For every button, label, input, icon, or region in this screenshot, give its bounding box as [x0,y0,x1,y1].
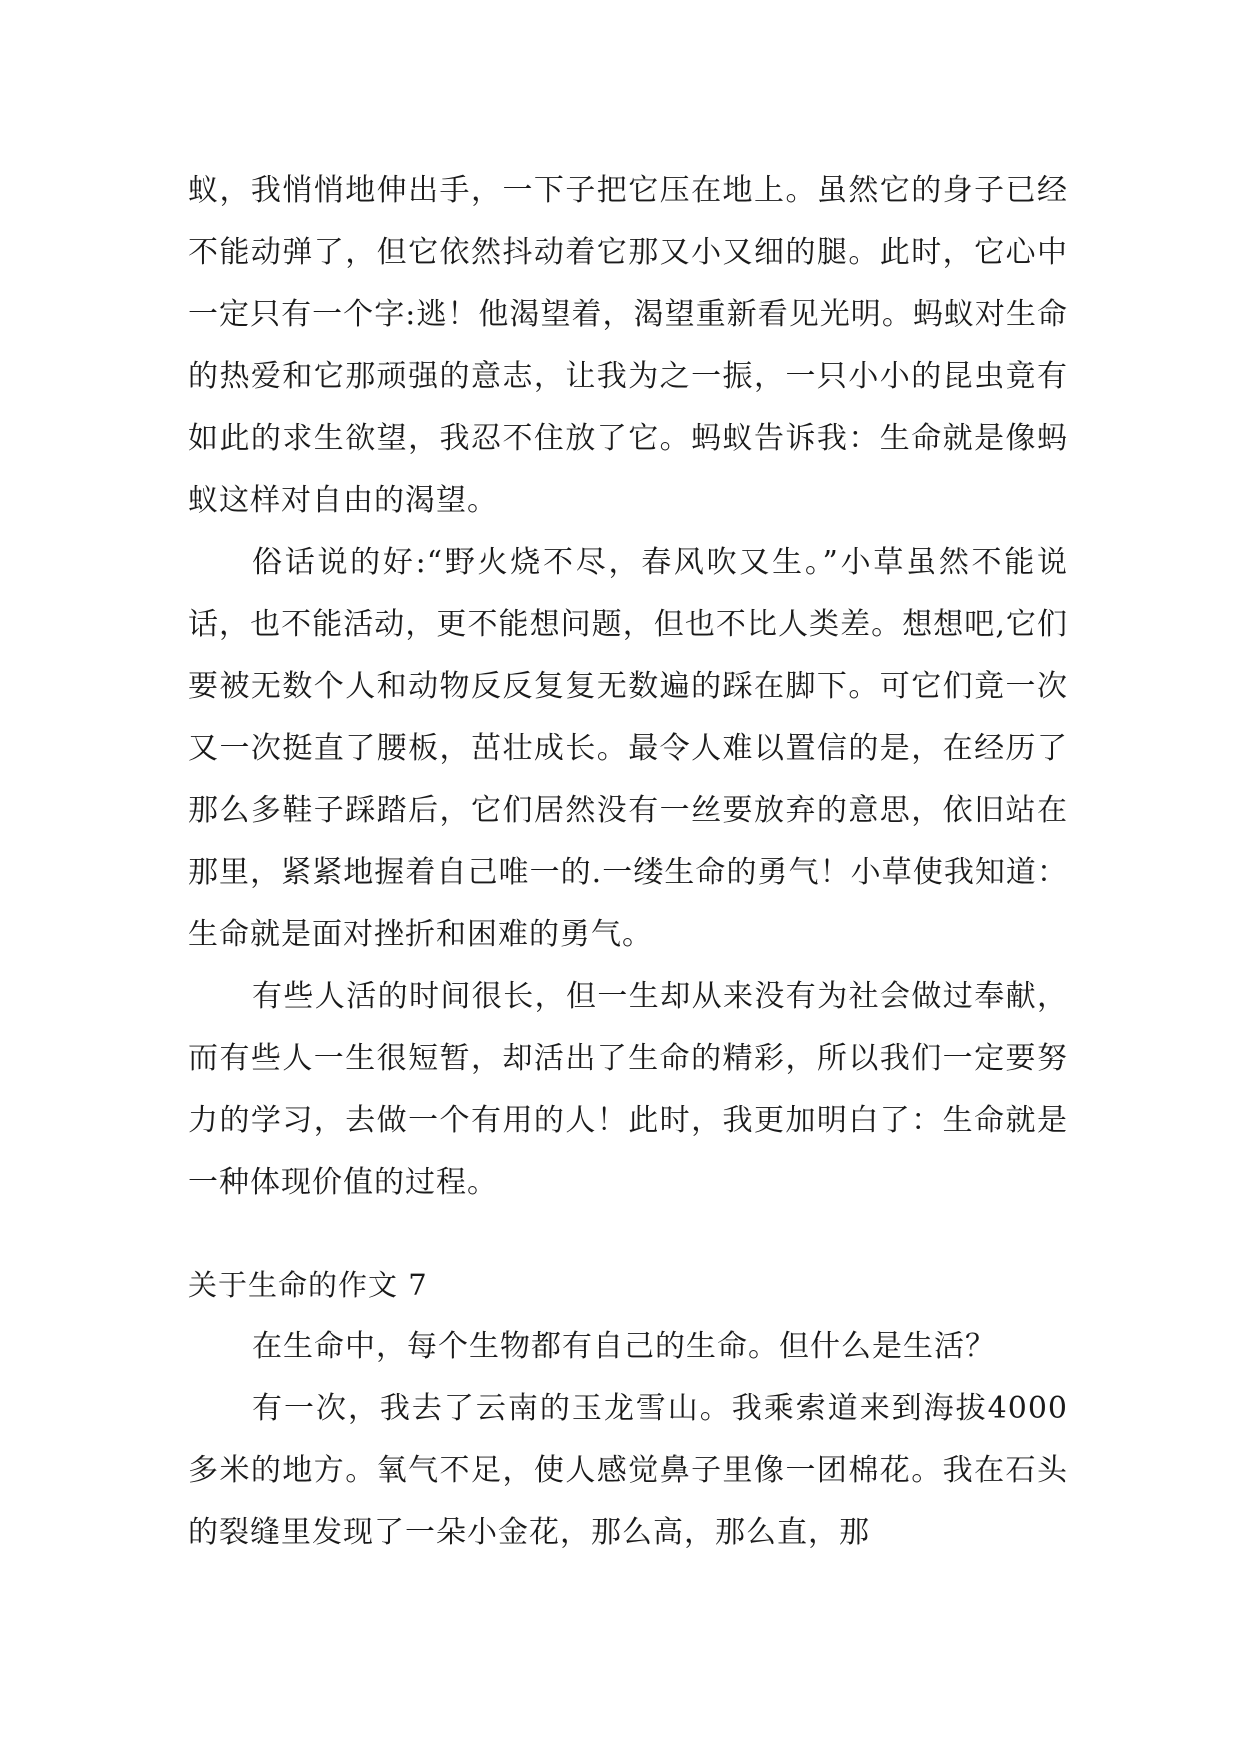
paragraph-value: 有些人活的时间很长，但一生却从来没有为社会做过奉献，而有些人一生很短暂，却活出了生命的精彩，所以我们一定要努力的学习，去做一个有用的人！此时，我更加明白了：生命就是一种体现价值的过程。 [188,979,1068,1200]
document-body [188,160,1068,1564]
paragraph-intro: 在生命中，每个生物都有自己的生命。但什么是生活？ [252,1329,996,1364]
paragraph-ant: 蚁，我悄悄地伸出手，一下子把它压在地上。虽然它的身子已经不能动弹了，但它依然抖动着它那又小又细的腿。此时，它心中一定只有一个字:逃！他渴望着，渴望重新看见光明。蚂蚁对生命的热爱和它那顽强的意志，让我为之一振，一只小小的昆虫竟有如此的求生欲望，我忍不住放了它。蚂蚁告诉我：生命就是像蚂蚁这样对自由的渴望。 [188,173,1068,518]
paragraph-yulong: 有一次，我去了云南的玉龙雪山。我乘索道来到海拔4000 多米的地方。氧气不足，使人感觉鼻子里像一团棉花。我在石头的裂缝里发现了一朵小金花，那么高，那么直，那 [188,1391,1068,1550]
paragraph-grass: 俗话说的好:“野火烧不尽，春风吹又生。”小草虽然不能说话，也不能活动，更不能想问题，但也不比人类差。想想吧,它们要被无数个人和动物反反复复无数遍的踩在脚下。可它们竟一次又一次挺直了腰板，茁壮成长。最令人难以置信的是，在经历了那么多鞋子踩踏后，它们居然没有一丝要放弃的意思，依旧站在那里，紧紧地握着自己唯一的.一缕生命的勇气！小草使我知道：生命就是面对挫折和困难的勇气。 [188,545,1068,952]
section-heading: 关于生命的作文 7 [188,1268,428,1302]
